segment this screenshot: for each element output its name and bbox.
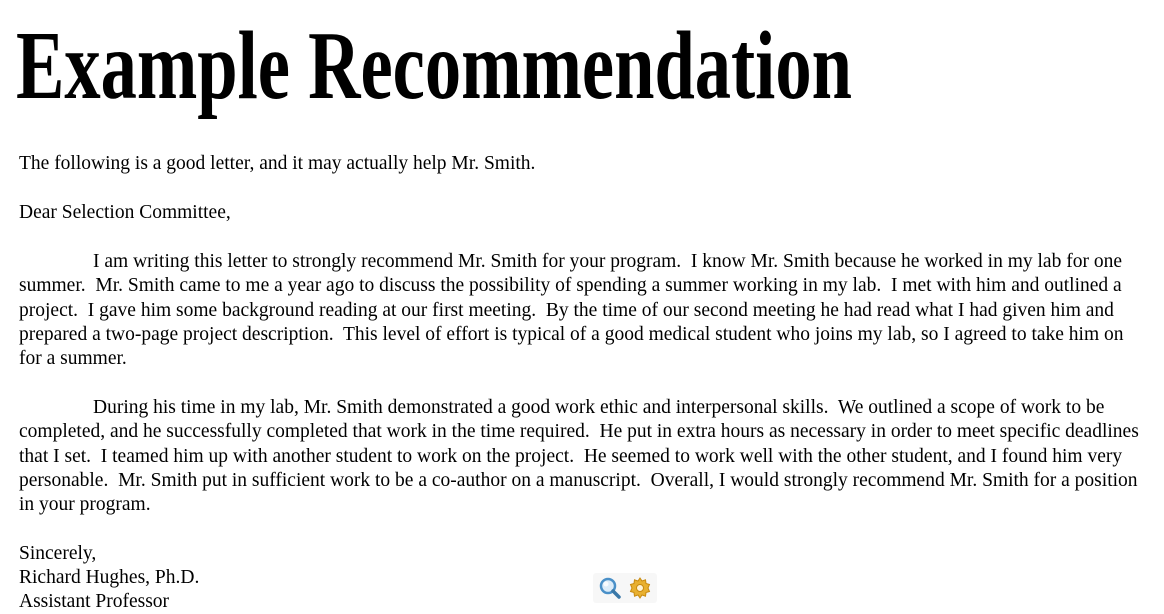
signature-title: Assistant Professor	[19, 591, 170, 612]
letter-closing: Sincerely,	[19, 543, 97, 564]
letter-salutation: Dear Selection Committee,	[19, 202, 231, 223]
letter-paragraph-1: I am writing this letter to strongly recommend Mr. Smith for your program. I know Mr. Smith because he worked in my lab for one summer. Mr. Smith came to me a year ago to discuss the possibility of spending a summer working in my lab. I met with him and outlined a project. I gave him some background reading at our first meeting. By the time of our second meeting he had read what I had given him and prepared a two-page project description. This level of effort is typical of a good medical student who joins my lab, so I agreed to take him on for a summer.	[19, 251, 1129, 370]
gear-icon[interactable]	[627, 575, 653, 601]
letter-paragraph-2: During his time in my lab, Mr. Smith demonstrated a good work ethic and interpersonal skills. We outlined a scope of work to be completed, and he successfully completed that work in the time required. He put in extra hours as necessary in order to meet specific deadlines that I set. I teamed him up with another student to work on the project. He seemed to work well with the other student, and I found him very personable. Mr. Smith put in sufficient work to be a co-author on a manuscript. Overall, I would strongly recommend Mr. Smith for a position in your program.	[19, 397, 1144, 516]
page-title: Example Recommendation	[16, 12, 852, 120]
search-icon[interactable]	[597, 575, 623, 601]
signature-name: Richard Hughes, Ph.D.	[19, 567, 200, 588]
floating-toolbar	[593, 573, 657, 603]
intro-text: The following is a good letter, and it may actually help Mr. Smith.	[19, 153, 536, 174]
